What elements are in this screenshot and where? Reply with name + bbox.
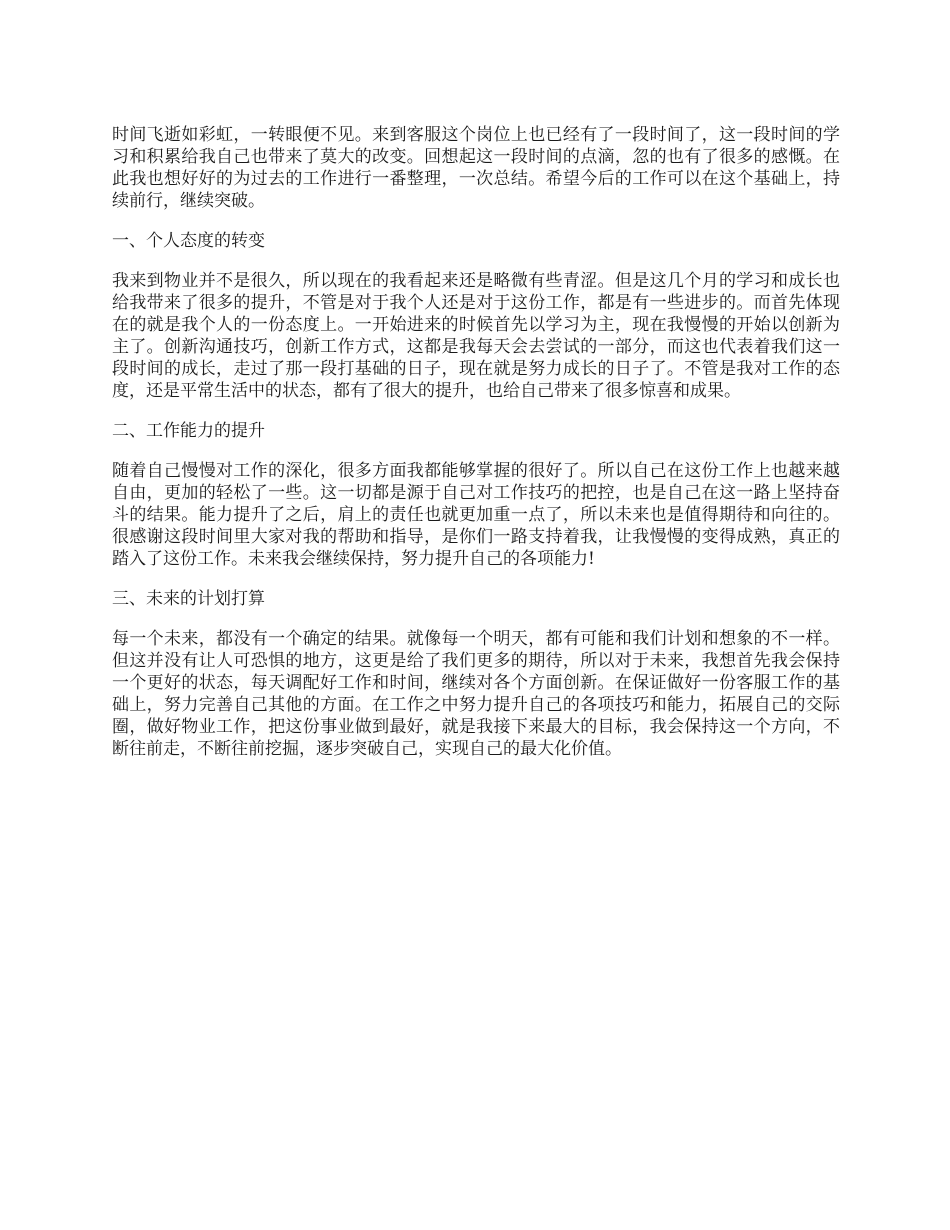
section-body-attitude: 我来到物业并不是很久，所以现在的我看起来还是略微有些青涩。但是这几个月的学习和成长也给我带来了很多的提升，不管是对于我个人还是对于这份工作，都是有一些进步的。而首先体现在的就是我个人的一份态度上。一开始进来的时候首先以学习为主，现在我慢慢的开始以创新为主了。创新沟通技巧，创新工作方式，这都是我每天会去尝试的一部分，而这也代表着我们这一段时间的成长，走过了那一段打基础的日子，现在就是努力成长的日子了。不管是我对工作的态度，还是平常生活中的状态，都有了很大的提升，也给自己带来了很多惊喜和成果。 <box>112 271 840 401</box>
section-heading-ability: 二、工作能力的提升 <box>112 421 265 441</box>
section-body-plan: 每一个未来，都没有一个确定的结果。就像每一个明天，都有可能和我们计划和想象的不一样。但这并没有让人可恐惧的地方，这更是给了我们更多的期待，所以对于未来，我想首先我会保持一个更好的状态，每天调配好工作和时间，继续对各个方面创新。在保证做好一份客服工作的基础上，努力完善自己其他的方面。在工作之中努力提升自己的各项技巧和能力，拓展自己的交际圈，做好物业工作，把这份事业做到最好，就是我接下来最大的目标，我会保持这一个方向，不断往前走，不断往前挖掘，逐步突破自己，实现自己的最大化价值。 <box>112 629 840 759</box>
section-body-ability: 随着自己慢慢对工作的深化，很多方面我都能够掌握的很好了。所以自己在这份工作上也越来越自由，更加的轻松了一些。这一切都是源于自己对工作技巧的把控，也是自己在这一路上坚持奋斗的结果。能力提升了之后，肩上的责任也就更加重一点了，所以未来也是值得期待和向往的。很感谢这段时间里大家对我的帮助和指导，是你们一路支持着我，让我慢慢的变得成熟，真正的踏入了这份工作。未来我会继续保持，努力提升自己的各项能力! <box>112 461 840 569</box>
intro-paragraph: 时间飞逝如彩虹，一转眼便不见。来到客服这个岗位上也已经有了一段时间了，这一段时间的学习和积累给我自己也带来了莫大的改变。回想起这一段时间的点滴，忽的也有了很多的感慨。在此我也想好好的为过去的工作进行一番整理，一次总结。希望今后的工作可以在这个基础上，持续前行，继续突破。 <box>112 125 840 211</box>
document-page <box>112 124 840 778</box>
section-heading-plan: 三、未来的计划打算 <box>112 589 265 609</box>
section-heading-attitude: 一、个人态度的转变 <box>112 231 265 251</box>
